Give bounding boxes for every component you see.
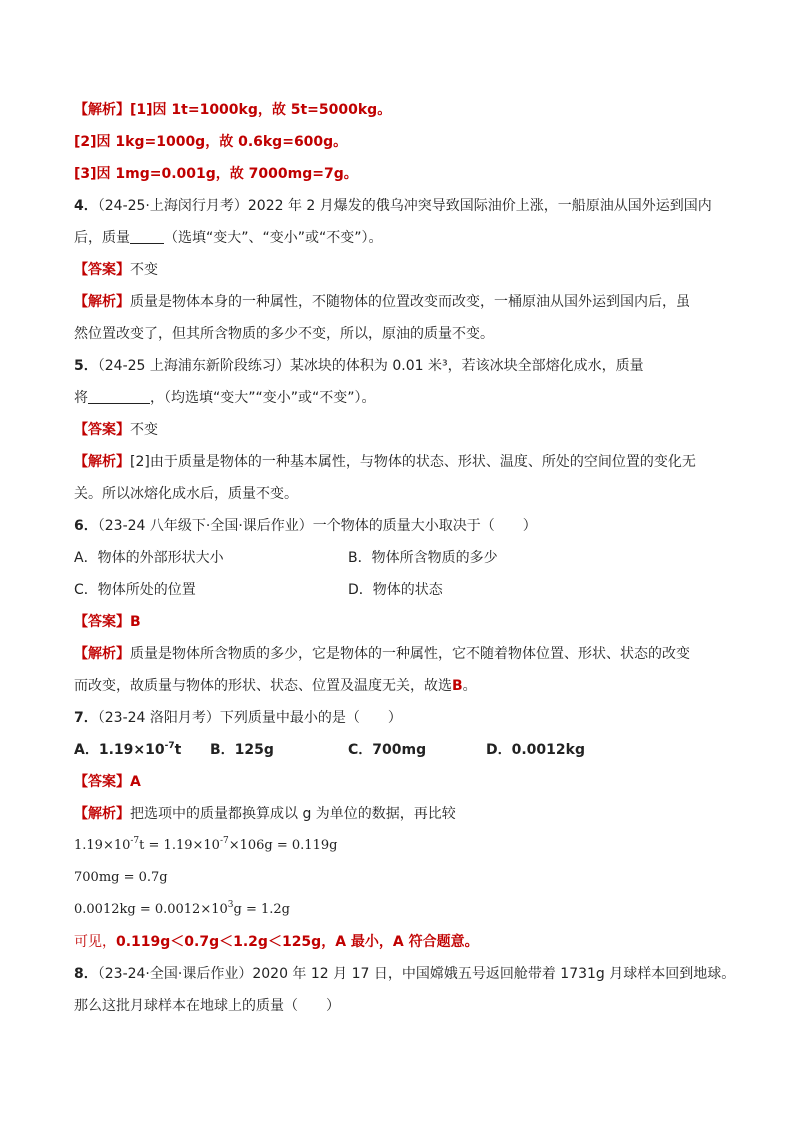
answer-tag: 【答案】 [74, 614, 130, 630]
q6-text: 6．（23-24 八年级下·全国·课后作业）一个物体的质量大小取决于（ ） [74, 518, 537, 534]
q4-source: （24-25·上海闵行月考） [97, 198, 248, 214]
q5-text-line2: 将 ，（均选填“变大”“变小”或“不变”）。 [74, 390, 376, 406]
q4-analysis-line1: 【解析】质量是物体本身的一种属性，不随物体的位置改变而改变，一桶原油从国外运到国内后，虽 [74, 294, 690, 310]
q5-analysis-line1: 【解析】[2]由于质量是物体的一种基本属性，与物体的状态、形状、温度、所处的空间位置的变化无 [74, 454, 696, 470]
analysis-tag: 【解析】 [74, 102, 130, 118]
q5-analysis-line2: 关。所以冰熔化成水后，质量不变。 [74, 486, 298, 502]
q5-source: （24-25 上海浦东新阶段练习） [97, 358, 290, 374]
q7-answer: 【答案】A [74, 774, 141, 790]
q7-calc-line1: $1.19\times 10^{-7}t = 1.19\times 10^{-7}\times 106g = 0.119g$ [74, 836, 338, 853]
answer-tag: 【答案】 [74, 774, 130, 790]
q7-option-d: D．0.0012kg [486, 742, 585, 758]
analysis-tag: 【解析】 [74, 294, 130, 310]
analysis-tag: 【解析】 [74, 454, 130, 470]
q7-calc-line3: $0.0012kg = 0.0012\times 10^3g = 1.2g$ [74, 900, 290, 917]
analysis3-line2: [2]因 1kg=1000g，故 0.6kg=600g。 [74, 134, 348, 150]
q5-answer: 【答案】不变 [74, 422, 158, 438]
q7-conclusion: 可见，0.119g＜0.7g＜1.2g＜125g，A 最小，A 符合题意。 [74, 934, 479, 950]
answer-tag: 【答案】 [74, 262, 130, 278]
analysis-tag: 【解析】 [74, 806, 130, 822]
q4-answer: 【答案】不变 [74, 262, 158, 278]
q6-option-b: B．物体所含物质的多少 [348, 550, 498, 566]
q6-answer: 【答案】B [74, 614, 141, 630]
q7-option-c: C．700mg [348, 742, 427, 758]
q5-text-line1: 5．（24-25 上海浦东新阶段练习）某冰块的体积为 0.01 米³，若该冰块全部熔化成水，质量 [74, 358, 644, 374]
q8-text-line1: 8．（23-24·全国·课后作业）2020 年 12 月 17 日，中国嫦娥五号返回舱带着 1731g 月球样本回到地球。 [74, 966, 736, 982]
q8-text-line2: 那么这批月球样本在地球上的质量（ ） [74, 998, 340, 1014]
analysis3-line3: [3]因 1mg=0.001g，故 7000mg=7g。 [74, 166, 358, 182]
q7-text: 7．（23-24 洛阳月考）下列质量中最小的是（ ） [74, 710, 402, 726]
q8-source: （23-24·全国·课后作业） [97, 966, 253, 982]
analysis3-line1: 【解析】[1]因 1t=1000kg，故 5t=5000kg。 [74, 102, 392, 118]
q4-analysis-line2: 然位置改变了，但其所含物质的多少不变，所以，原油的质量不变。 [74, 326, 494, 342]
q6-analysis-line1: 【解析】质量是物体所含物质的多少，它是物体的一种属性，它不随着物体位置、形状、状态的改变 [74, 646, 690, 662]
q7-calc-line2: 700mg = 0.7g [74, 870, 168, 885]
analysis-tag: 【解析】 [74, 646, 130, 662]
q7-option-a: A．$1.19\times 10^{-7}t$ [74, 741, 182, 758]
answer-blank [88, 389, 150, 404]
answer-blank [130, 229, 164, 244]
answer-tag: 【答案】 [74, 422, 130, 438]
q6-source: （23-24 八年级下·全国·课后作业） [97, 518, 313, 534]
q6-analysis-line2: 而改变，故质量与物体的形状、状态、位置及温度无关，故选B。 [74, 678, 477, 694]
q6-option-d: D．物体的状态 [348, 582, 443, 598]
q7-option-b: B．125g [210, 742, 274, 758]
q7-source: （23-24 洛阳月考） [97, 710, 220, 726]
q4-text-line1: 4．（24-25·上海闵行月考）2022 年 2 月爆发的俄乌冲突导致国际油价上涨，一船原油从国外运到国内 [74, 198, 712, 214]
q4-text-line2: 后，质量 （选填“变大”、“变小”或“不变”）。 [74, 230, 383, 246]
q6-option-a: A．物体的外部形状大小 [74, 550, 224, 566]
q6-option-c: C．物体所处的位置 [74, 582, 196, 598]
q7-analysis-line1: 【解析】把选项中的质量都换算成以 g 为单位的数据，再比较 [74, 806, 456, 822]
